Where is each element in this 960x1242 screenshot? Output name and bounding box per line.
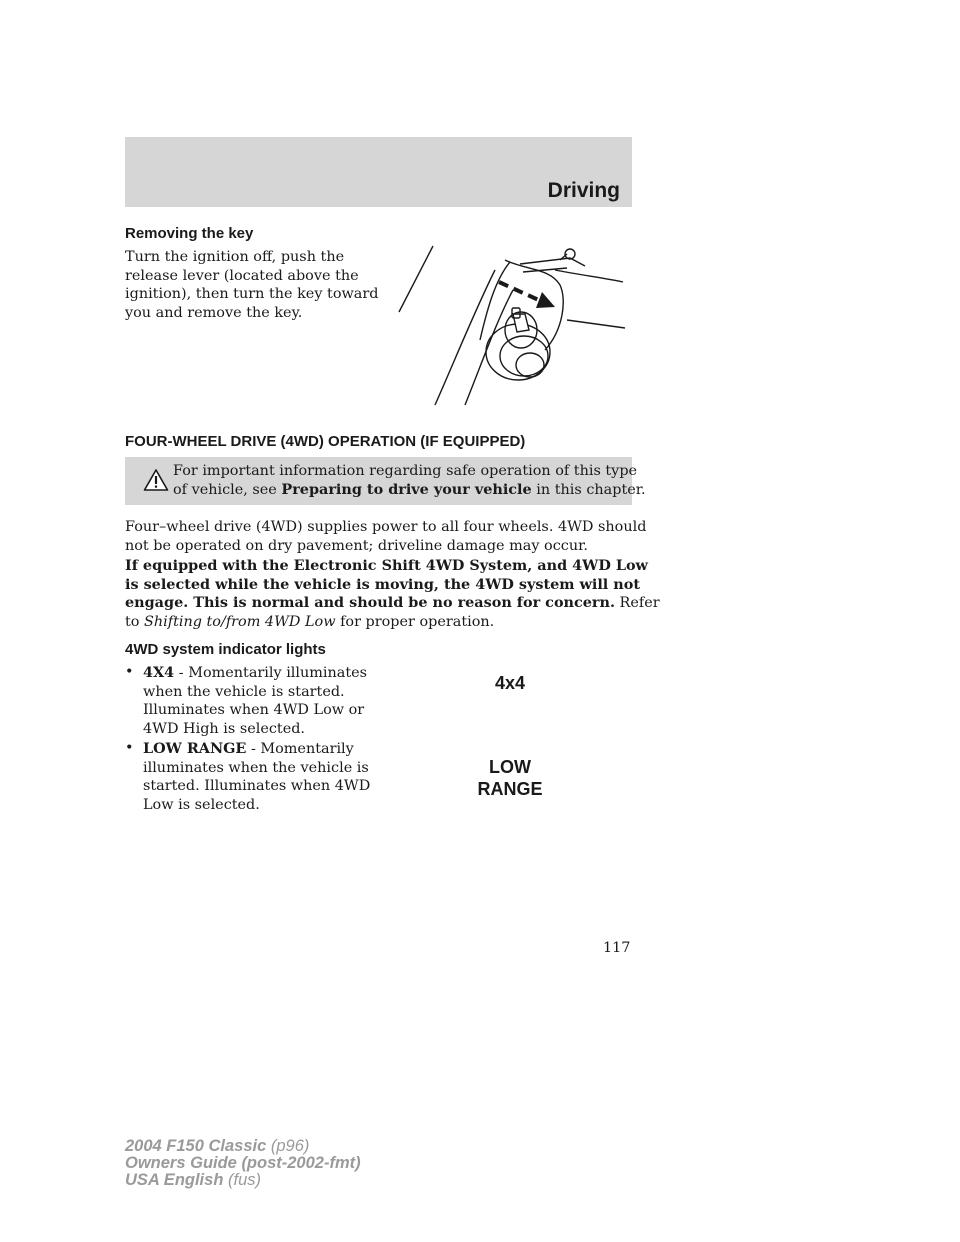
footer-text-light: (p96) (266, 1137, 310, 1155)
indicator-desc: - Momentarily illuminates (174, 665, 368, 681)
key-removal-line: you and remove the key. (125, 304, 303, 321)
ignition-key-removal-illustration (395, 240, 630, 412)
key-removal-text (125, 248, 385, 322)
fourwd-p2-text: Refer (614, 595, 660, 612)
fourwd-p2-bold-line: is selected while the vehicle is moving, the 4WD system will not (125, 575, 640, 593)
indicator-desc: when the vehicle is started. (143, 683, 345, 700)
fourwd-p2-text: to (125, 613, 145, 630)
warning-callout (125, 457, 646, 505)
indicator-light-low-line: RANGE (477, 779, 543, 799)
footer-text: 2004 F150 Classic (125, 1137, 267, 1155)
warning-text-part: in this chapter. (531, 481, 646, 498)
footer-text: USA English (125, 1171, 224, 1189)
fourwd-p2-bold-line: If equipped with the Electronic Shift 4WD System, and 4WD Low (125, 557, 648, 574)
footer-text: Owners Guide (post-2002-fmt) (125, 1154, 361, 1172)
indicator-light-low-range (460, 756, 560, 800)
indicator-desc: started. Illuminates when 4WD (143, 778, 371, 795)
fourwd-heading: FOUR-WHEEL DRIVE (4WD) OPERATION (IF EQUIPPED) (125, 433, 526, 450)
warning-triangle-icon (143, 468, 169, 492)
warning-reference: Preparing to drive your vehicle (281, 480, 532, 498)
key-removal-line: ignition), then turn the key toward (125, 286, 379, 303)
bullet-symbol: • (125, 740, 134, 756)
fourwd-p2-text: for proper operation. (335, 613, 495, 630)
fourwd-paragraph-2 (125, 557, 660, 631)
footer-text-light: (fus) (223, 1171, 261, 1189)
warning-text (173, 462, 646, 499)
indicator-term: LOW RANGE (143, 740, 247, 757)
fourwd-p2-reference: Shifting to/from 4WD Low (144, 613, 336, 630)
fourwd-paragraph-1 (125, 518, 646, 555)
indicator-light-low-line: LOW (489, 757, 531, 777)
indicator-term: 4X4 (143, 664, 175, 681)
document-footer (125, 1138, 361, 1189)
indicator-lights-heading: 4WD system indicator lights (125, 641, 326, 658)
key-removal-line: release lever (located above the (125, 267, 359, 284)
section-title: Driving (547, 179, 620, 202)
fourwd-p1-line: not be operated on dry pavement; driveline damage may occur. (125, 537, 588, 554)
indicator-item-low-range (143, 740, 370, 814)
warning-text-part: of vehicle, see (173, 481, 282, 498)
section-header-band (125, 137, 632, 207)
key-removal-heading: Removing the key (125, 225, 254, 242)
indicator-desc: Low is selected. (143, 796, 260, 813)
indicator-desc: 4WD High is selected. (143, 720, 305, 737)
indicator-desc: - Momentarily (246, 741, 354, 757)
indicator-desc: Illuminates when 4WD Low or (143, 702, 365, 719)
indicator-item-4x4 (143, 664, 367, 738)
warning-line-2 (173, 480, 646, 500)
indicator-desc: illuminates when the vehicle is (143, 759, 369, 776)
fourwd-p1-line: Four–wheel drive (4WD) supplies power to all four wheels. 4WD should (125, 519, 647, 535)
indicator-light-4x4: 4x4 (494, 673, 526, 693)
fourwd-p2-bold-line: engage. This is normal and should be no reason for concern. (125, 594, 615, 612)
key-removal-line: Turn the ignition off, push the (125, 249, 345, 265)
bullet-symbol: • (125, 664, 134, 680)
page-number: 117 (603, 940, 631, 956)
warning-line-1: For important information regarding safe operation of this type (173, 463, 638, 479)
